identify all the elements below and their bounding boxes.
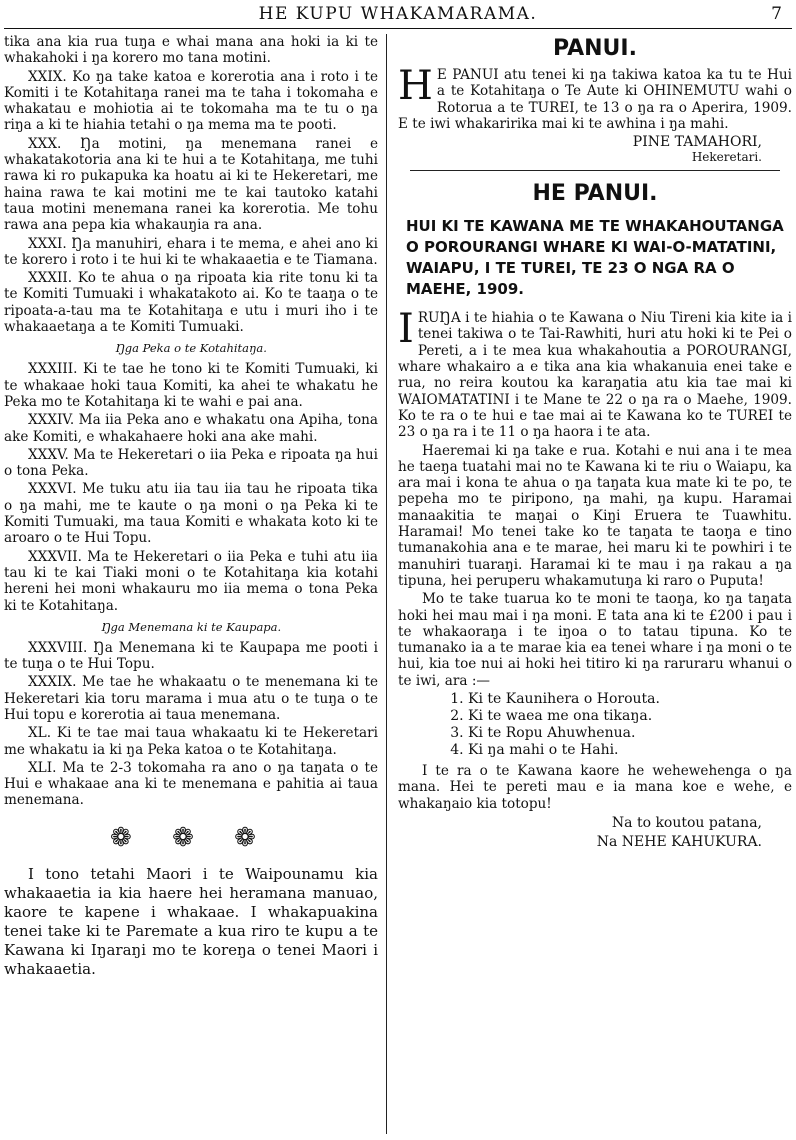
section-heading-amendments: Ŋga Menemana ki te Kaupapa. bbox=[100, 619, 282, 634]
notice-body bbox=[398, 63, 792, 132]
list-item: 2. Ki te waea me ona tikaŋa. bbox=[468, 708, 792, 725]
list-item: 1. Ki te Kaunihera o Horouta. bbox=[468, 691, 792, 708]
page-number: 7 bbox=[771, 4, 782, 24]
right-column bbox=[398, 34, 792, 852]
notice-signature-role: Hekeretari. bbox=[691, 150, 762, 165]
event-banner: HUI KI TE KAWANA ME TE WHAKAHOUTANGA O POROURANGI WHARE KI WAI-O-MATATINI, WAIAPU, I TE TUREI, TE 23 O NGA RA O MAEHE, 1909. bbox=[406, 217, 784, 299]
rule-31: XXXI. Ŋa manuhiri, ehara i te mema, e ahei ano ki te korero i roto i te hui ki te whakaaetia e te Tiamana. bbox=[4, 235, 378, 268]
flower-ornament-icon: ❁ ❁ ❁ bbox=[110, 822, 272, 853]
rule-37: XXXVII. Ma te Hekeretari o iia Peka e tuhi atu iia tau ki te kai Tiaki moni o te Kotahitaŋa kia kotahi hereni hei moni whakauru mo iia mema o tona Peka ki te Kotahitaŋa. bbox=[4, 548, 378, 614]
news-paragraph: I tono tetahi Maori i te Waipounamu kia whakaaetia ia kia haere hei heramana manuao, kaore te kapene i whakaae. I whakapuakina tenei take ki te Paremate a kua riro te kupu a te Kawana ki Iŋaraŋi mo te koreŋa o tenei Maori i whakaaetia. bbox=[4, 864, 378, 978]
notice-divider bbox=[410, 170, 780, 171]
rule-39: XXXIX. Me tae he whakaatu o te menemana ki te Hekeretari kia toru marama i mua atu o te tuŋa o te Hui topu e korerotia ai taua menemana. bbox=[4, 674, 378, 723]
rule-40: XL. Ki te tae mai taua whakaatu ki te Hekeretari me whakatu ia ki ŋa Peka katoa o te Kotahitaŋa. bbox=[4, 725, 378, 758]
section-heading-branches: Ŋga Peka o te Kotahitaŋa. bbox=[115, 341, 267, 356]
event-paragraph-1 bbox=[398, 306, 792, 441]
rule-30: XXX. Ŋa motini, ŋa menemana ranei e whakatakotoria ana ki te hui a te Kotahitaŋa, me tuhi rawa ki ro pukapuka ka hoatu ai ki te Hekeretari, me haina rawa te kai motini me te kai tautoko katahi taua motini menemana ranei ka korerotia. Me tohu rawa ana pepa kia whakauŋia ra ana. bbox=[4, 135, 378, 234]
closing-signature: Na NEHE KAHUKURA. bbox=[596, 833, 762, 850]
rule-38: XXXVIII. Ŋa Menemana ki te Kaupapa me pooti i te tuŋa o te Hui Topu. bbox=[4, 639, 378, 673]
rule-32: XXXII. Ko te ahua o ŋa ripoata kia rite tonu ki ta te Komiti Tumuaki i whakatakoto ai. Ko te taaŋa o te ripoata-a-tau ma te Kotahitaŋa e utu i muri iho i te whakaaetaŋa a te Komiti Tumuaki. bbox=[4, 270, 378, 336]
rule-35: XXXV. Ma te Hekeretari o iia Peka e ripoata ŋa hui o tona Peka. bbox=[4, 446, 378, 480]
column-divider bbox=[386, 34, 387, 1134]
second-notice-title: HE PANUI. bbox=[532, 181, 658, 207]
closing-line: Na to koutou patana, bbox=[611, 814, 762, 831]
purpose-list bbox=[468, 691, 792, 759]
notice-title: PANUI. bbox=[553, 36, 637, 61]
rule-29: XXIX. Ko ŋa take katoa e korerotia ana i roto i te Komiti i te Kotahitaŋa ranei ma te taha i tokomaha e whakatau e mohiotia ai te tokomaha ma te tu o ŋa riŋa a ki te hiahia tetahi o ŋa mema ma te pooti. bbox=[4, 68, 378, 134]
rule-36: XXXVI. Me tuku atu iia tau iia tau he ripoata tika o ŋa mahi, me te kaute o ŋa moni o ŋa Peka ki te Komiti Tumuaki, ma taua Komiti e whakata koto ki te aroaro o te Hui Topu. bbox=[4, 481, 378, 547]
page-header bbox=[0, 0, 796, 30]
rule-41: XLI. Ma te 2-3 tokomaha ra ano o ŋa taŋata o te Hui e whakaae ana ki te menemana e pahitia ai taua menemana. bbox=[4, 759, 378, 809]
event-paragraph-2: Haeremai ki ŋa take e rua. Kotahi e nui ana i te mea he taeŋa tuatahi mai no te Kawana ki te riu o Waiapu, ka ara mai i kona te ahua o ŋa taŋata kua mate ki te po, te pepeha mo te piripono, ŋa mahi, ŋa kupu. Haramai manaakitia te maŋai o Kiŋi Eruera te Tuawhitu. Haramai! Mo tenei take ko te taŋata te taoŋa e tino tumanakohia ana e te marae, hei maru ki te powhiri i te manuhiri tuaraŋi. Haramai ki te mau i ŋa rakau a ŋa tipuna, hei peruperu whakamutuŋa ki raro o Puputa! bbox=[398, 442, 792, 589]
list-item: 3. Ki te Ropu Ahuwhenua. bbox=[468, 725, 792, 742]
notice-dropcap: H bbox=[398, 63, 433, 109]
list-item: 4. Ki ŋa mahi o te Hahi. bbox=[468, 742, 792, 759]
event-paragraph-4: I te ra o te Kawana kaore he wehewehenga o ŋa mana. Hei te pereti mau e ia mana koe e wehe, e whakaŋaio kia totopu! bbox=[398, 763, 792, 812]
rule-33: XXXIII. Ki te tae he tono ki te Komiti Tumuaki, ki te whakaae hoki taua Komiti, ka ahei te whakatu he Peka mo te Kotahitaŋa ki te wahi e pai ana. bbox=[4, 361, 378, 410]
event-paragraph-3: Mo te take tuarua ko te moni te taoŋa, ko ŋa taŋata hoki hei mau mai i ŋa moni. E tata ana ki te £200 i pau i te whakaoraŋa i te iŋoa o to tatau tipuna. Ko te tumanako ia a te marae kia ea tenei whare i ŋa moni o te hui, kia toe nui ai hoki hei titiro ki ŋa raruraru whanui o te iwi, ara :— bbox=[398, 591, 792, 689]
news-item bbox=[4, 865, 378, 979]
event-text-1: RUŊA i te hiahia o te Kawana o Niu Tireni kia kite ia i tenei takiwa o te Tai-Rawhiti, huri atu hoki ki te Pei o Pereti, a i te mea kua whakahoutia a POROURANGI, whare whakairo a e tika ana kia whakanuia enei take e rua, no reira koutou ka karaŋatia atu kia tae mai ki WAIOMATATINI i te Mane te 22 o ŋa ra o Maehe, 1909. Ko te ra o te hui e tae mai ai te Kawana ko te TUREI te 23 o ŋa ra i te 11 o ŋa haora i te ata. bbox=[398, 310, 792, 441]
left-column bbox=[4, 34, 378, 981]
rule-34: XXXIV. Ma iia Peka ano e whakatu ona Apiha, tona ake Komiti, e whakahaere hoki ana ake mahi. bbox=[4, 412, 378, 445]
header-rule bbox=[4, 28, 792, 29]
running-title: HE KUPU WHAKAMARAMA. bbox=[258, 4, 538, 24]
notice-signature: PINE TAMAHORI, bbox=[632, 134, 762, 151]
continuation-paragraph: tika ana kia rua tuŋa e whai mana ana hoki ia ki te whakahoki i ŋa korero mo tana motini. bbox=[4, 34, 378, 67]
notice-text: E PANUI atu tenei ki ŋa takiwa katoa ka tu te Hui a te Kotahitaŋa o Te Aute ki OHINEMUTU wahi o Rotorua a te TUREI, te 13 o ŋa ra o Aperira, 1909. E te iwi whakaririka mai ki te awhina i ŋa mahi. bbox=[398, 67, 792, 132]
event-dropcap: I bbox=[398, 306, 414, 353]
